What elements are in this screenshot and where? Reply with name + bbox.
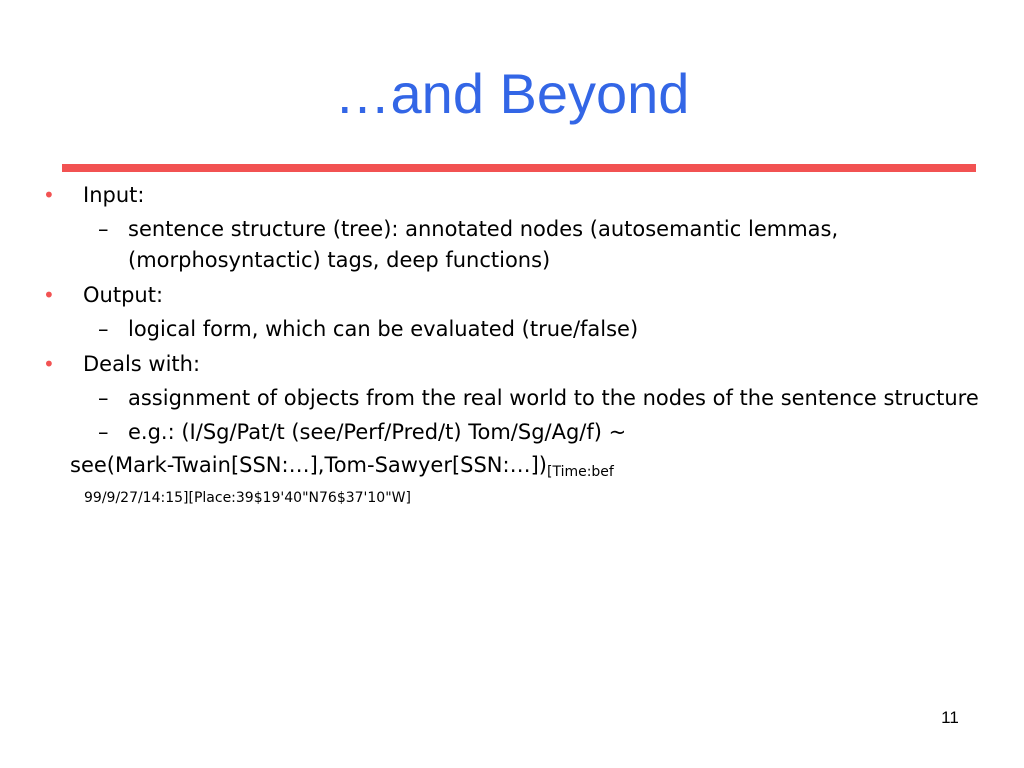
slide-title: …and Beyond bbox=[334, 62, 690, 125]
bullet-icon: • bbox=[43, 183, 55, 207]
slide-content bbox=[40, 176, 1000, 508]
bullet-label: Output: bbox=[83, 283, 164, 307]
formula-continuation: 99/9/27/14:15][Place:39$19'40"N76$37'10"W] bbox=[84, 490, 411, 506]
sub-item bbox=[40, 417, 1000, 448]
bullet-label: Input: bbox=[83, 183, 145, 207]
bullet-icon: • bbox=[43, 352, 55, 376]
sub-item-text: assignment of objects from the real world to the nodes of the sentence structure bbox=[128, 386, 979, 410]
sub-item-text: e.g.: (I/Sg/Pat/t (see/Perf/Pred/t) Tom/Sg/Ag/f) ~ bbox=[128, 420, 627, 444]
bullet-item-deals-with bbox=[40, 349, 1000, 380]
dash-icon: – bbox=[98, 217, 109, 241]
sub-item bbox=[40, 314, 1000, 345]
bullet-icon: • bbox=[43, 283, 55, 307]
formula-main: see(Mark-Twain[SSN:…],Tom-Sawyer[SSN:…]) bbox=[70, 453, 547, 477]
sub-item bbox=[40, 383, 1000, 414]
formula-line bbox=[40, 450, 1000, 488]
dash-icon: – bbox=[98, 386, 109, 410]
bullet-item-output bbox=[40, 280, 1000, 311]
bullet-label: Deals with: bbox=[83, 352, 201, 376]
sub-item-text: logical form, which can be evaluated (true/false) bbox=[128, 317, 639, 341]
title-underline bbox=[62, 164, 976, 172]
dash-icon: – bbox=[98, 317, 109, 341]
sub-item bbox=[40, 214, 1000, 276]
sub-item-text: sentence structure (tree): annotated nodes (autosemantic lemmas, (morphosyntactic) tags, deep functions) bbox=[128, 217, 839, 272]
formula-subscript: [Time:bef bbox=[546, 464, 614, 480]
dash-icon: – bbox=[98, 420, 109, 444]
page-number: 11 bbox=[941, 708, 959, 727]
bullet-item-input bbox=[40, 180, 1000, 211]
